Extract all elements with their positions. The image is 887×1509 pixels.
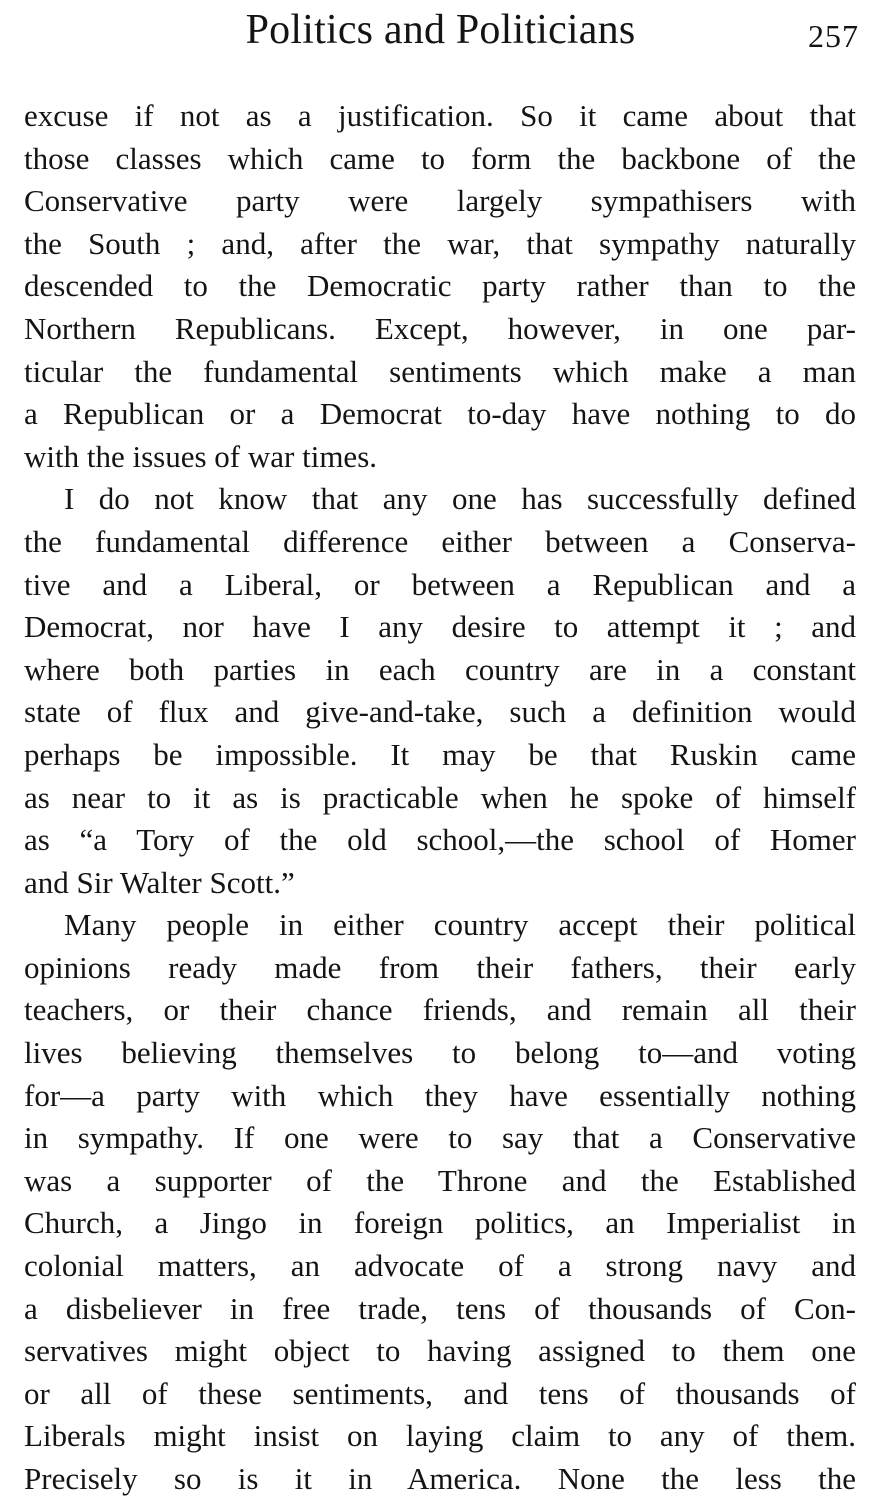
text-line: Conservative party were largely sympathisers with: [24, 183, 856, 219]
text-line: was a supporter of the Throne and the Established: [24, 1162, 856, 1198]
text-line: where both parties in each country are in a constant: [24, 651, 856, 687]
text-line: in sympathy. If one were to say that a Conservative: [24, 1120, 856, 1156]
text-line: and Sir Walter Scott.”: [24, 864, 295, 900]
text-line: a disbeliever in free trade, tens of thousands of Con-: [24, 1290, 856, 1326]
text-line: state of flux and give-and-take, such a definition would: [24, 694, 856, 730]
text-line: those classes which came to form the backbone of the: [24, 140, 856, 176]
paragraph: [24, 95, 856, 478]
text-line: lives believing themselves to belong to—and voting: [24, 1035, 856, 1071]
text-line: descended to the Democratic party rather than to the: [24, 268, 856, 304]
text-line: excuse if not as a justification. So it came about that: [24, 98, 856, 133]
text-line: Liberals might insist on laying claim to any of them.: [24, 1418, 856, 1454]
text-line: as “a Tory of the old school,—the school of Homer: [24, 822, 856, 858]
text-line: servatives might object to having assigned to them one: [24, 1333, 856, 1369]
text-line: the fundamental difference either between a Conserva-: [24, 523, 856, 559]
text-line: the South ; and, after the war, that sympathy naturally: [24, 225, 856, 261]
text-line: a Republican or a Democrat to-day have nothing to do: [24, 396, 856, 432]
text-line: Precisely so is it in America. None the less the: [24, 1461, 856, 1496]
text-line: ticular the fundamental sentiments which make a man: [24, 353, 856, 389]
text-line: as near to it as is practicable when he spoke of himself: [24, 779, 856, 815]
text-line: for—a party with which they have essentially nothing: [24, 1077, 856, 1113]
text-line: Northern Republicans. Except, however, in one par-: [24, 310, 856, 346]
text-line: or all of these sentiments, and tens of thousands of: [24, 1375, 856, 1411]
text-line: tive and a Liberal, or between a Republican and a: [24, 566, 856, 602]
text-line: Democrat, nor have I any desire to attempt it ; and: [24, 609, 856, 645]
paragraph: [24, 478, 856, 904]
paragraph: [24, 904, 856, 1500]
body-text: [24, 95, 856, 1501]
text-line: perhaps be impossible. It may be that Ruskin came: [24, 736, 856, 772]
text-line: colonial matters, an advocate of a strong navy and: [24, 1248, 856, 1284]
text-line: opinions ready made from their fathers, their early: [24, 949, 856, 985]
text-line: with the issues of war times.: [24, 438, 378, 474]
text-line: Church, a Jingo in foreign politics, an Imperialist in: [24, 1205, 856, 1241]
page-number: 257: [808, 18, 859, 54]
running-title: Politics and Politicians: [245, 7, 636, 53]
text-line: Many people in either country accept their political: [64, 907, 856, 943]
running-head: [22, 4, 859, 56]
text-line: I do not know that any one has successfully defined: [64, 481, 856, 517]
text-line: teachers, or their chance friends, and remain all their: [24, 992, 856, 1028]
